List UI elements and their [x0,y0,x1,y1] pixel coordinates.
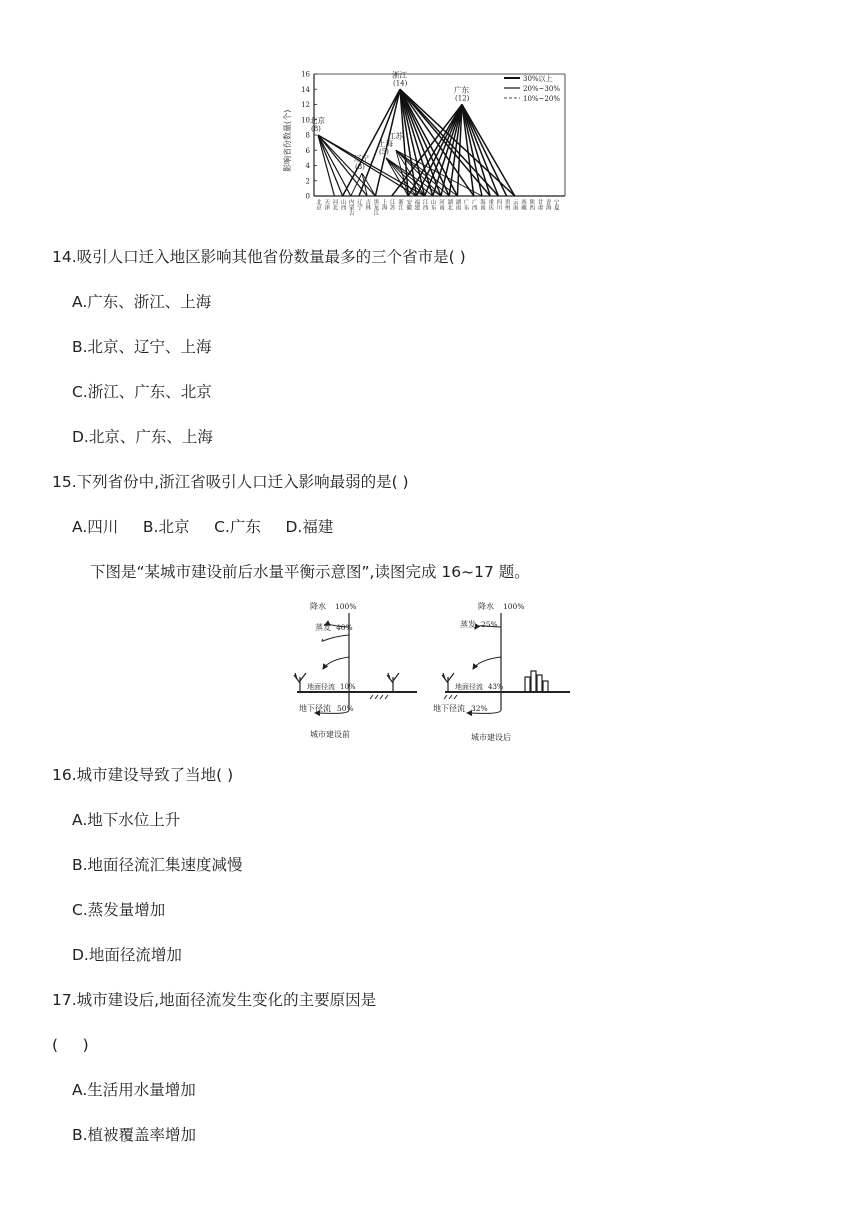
after-precip-pct: 100% [503,602,525,611]
water-balance-svg [285,595,575,745]
after-ground-pct: 32% [471,704,488,713]
x-tick-label: 陕西 [528,199,535,210]
after-panel [433,601,570,742]
before-evap-label: 蒸发 [315,623,331,632]
x-tick-label: 甘肃 [536,199,543,210]
tree-icon [442,673,454,692]
before-precip-pct: 100% [335,602,357,611]
x-tick-label: 湖北 [446,199,453,210]
q16-option-a: A.地下水位上升 [72,811,181,829]
x-tick-label: 福建 [413,199,420,210]
migration-influence-figure [280,62,580,222]
after-surface-label: 地面径流 [455,683,483,691]
source-label: 上海 [378,138,393,148]
source-label: 江苏 [388,131,403,141]
after-ground-label: 地下径流 [433,704,465,713]
source-count: (8) [311,125,321,133]
x-tick-label: 西藏 [520,199,526,210]
before-panel [294,601,417,739]
source-label: 北京 [310,116,325,125]
q17-option-a: A.生活用水量增加 [72,1081,196,1099]
q14-option-a: A.广东、浙江、上海 [72,293,212,311]
q14-option-b: B.北京、辽宁、上海 [72,338,212,356]
intro-text: 下图是“某城市建设前后水量平衡示意图”,读图完成 16~17 题。 [90,563,530,581]
q16-stem: 16.城市建设导致了当地( ) [52,766,234,784]
q16-option-b: B.地面径流汇集速度减慢 [72,856,243,874]
x-tick-label: 青海 [544,199,551,210]
x-tick-label: 内蒙古 [347,199,354,216]
q17-blank: ( ) [52,1036,89,1054]
q14-option-d: D.北京、广东、上海 [72,428,213,446]
influence-line [462,105,507,197]
before-ground-pct: 50% [337,704,354,713]
legend-item-2: 20%~30% [523,85,560,93]
x-tick-label: 贵州 [503,199,510,210]
tree-icon [294,673,306,692]
before-surface-label: 地面径流 [307,683,335,691]
x-tick-label: 天津 [323,199,330,210]
influence-line [318,135,343,196]
x-tick-label: 湖南 [454,199,461,210]
legend-item-1: 30%以上 [523,75,553,83]
y-tick-label: 8 [305,131,310,140]
x-tick-label: 四川 [495,199,502,210]
q16-option-c: C.蒸发量增加 [72,901,166,919]
source-count: (3) [355,163,365,172]
x-tick-label: 山东 [429,199,436,210]
y-tick-label: 4 [305,162,310,170]
q15-stem: 15.下列省份中,浙江省吸引人口迁入影响最弱的是( ) [52,473,409,491]
legend-item-3: 10%~20% [523,95,560,103]
after-precip-label: 降水 [478,602,494,611]
y-tick-label: 0 [305,192,310,201]
source-count: (5) [379,147,389,156]
x-tick-label: 广东 [462,199,469,210]
y-tick-label: 16 [301,70,310,79]
y-tick-label: 12 [301,101,310,109]
x-tick-label: 安徽 [405,199,412,210]
y-tick-label: 2 [305,177,310,186]
x-tick-label: 辽宁 [356,199,362,210]
x-tick-label: 江苏 [388,199,395,210]
source-label: 浙江 [392,70,407,80]
before-evap-pct: 40% [336,623,353,632]
after-evap-pct: 25% [481,620,498,629]
before-ground-label: 地下径流 [299,704,331,713]
x-tick-label: 广西 [470,199,477,210]
x-tick-label: 吉林 [364,199,371,210]
x-tick-label: 山西 [339,199,346,210]
x-tick-label: 浙江 [397,199,403,210]
y-tick-label: 6 [305,146,310,155]
source-label: 广东 [454,85,469,95]
after-caption: 城市建设后 [471,733,511,742]
water-balance-figure [285,595,575,745]
q17-stem: 17.城市建设后,地面径流发生变化的主要原因是 [52,991,377,1009]
chart-legend [504,74,560,103]
x-tick-label: 海南 [479,199,485,210]
q14-stem: 14.吸引人口迁入地区影响其他省份数量最多的三个省市是( ) [52,248,466,266]
after-surface-pct: 43% [488,683,504,691]
q17-option-b: B.植被覆盖率增加 [72,1126,197,1144]
x-tick-label: 宁夏 [552,199,559,210]
source-label: 辽宁 [354,154,369,164]
x-tick-label: 上海 [380,199,387,210]
building-icon [525,671,548,692]
q16-option-d: D.地面径流增加 [72,946,182,964]
y-axis-label: 影响省份数量(个) [283,109,292,172]
influence-line [462,105,515,197]
before-surface-pct: 10% [340,683,356,691]
x-tick-label: 黑龙江 [372,199,379,216]
x-tick-label: 河北 [331,199,338,210]
x-tick-label: 北京 [315,199,321,210]
x-tick-label: 江西 [421,199,428,210]
y-tick-label: 10 [301,116,310,125]
migration-chart-svg [280,62,580,222]
q14-option-c: C.浙江、广东、北京 [72,383,212,401]
x-tick-label: 云南 [511,199,518,210]
tree-icon [387,673,399,692]
before-caption: 城市建设前 [310,730,350,739]
source-count: (14) [393,79,408,88]
x-tick-label: 重庆 [487,199,494,210]
x-tick-label: 河南 [438,199,444,210]
q15-options: A.四川 B.北京 C.广东 D.福建 [72,518,334,536]
after-evap-label: 蒸发 [460,620,476,629]
before-precip-label: 降水 [310,602,326,611]
y-tick-label: 14 [301,85,310,94]
source-count: (12) [455,94,470,103]
